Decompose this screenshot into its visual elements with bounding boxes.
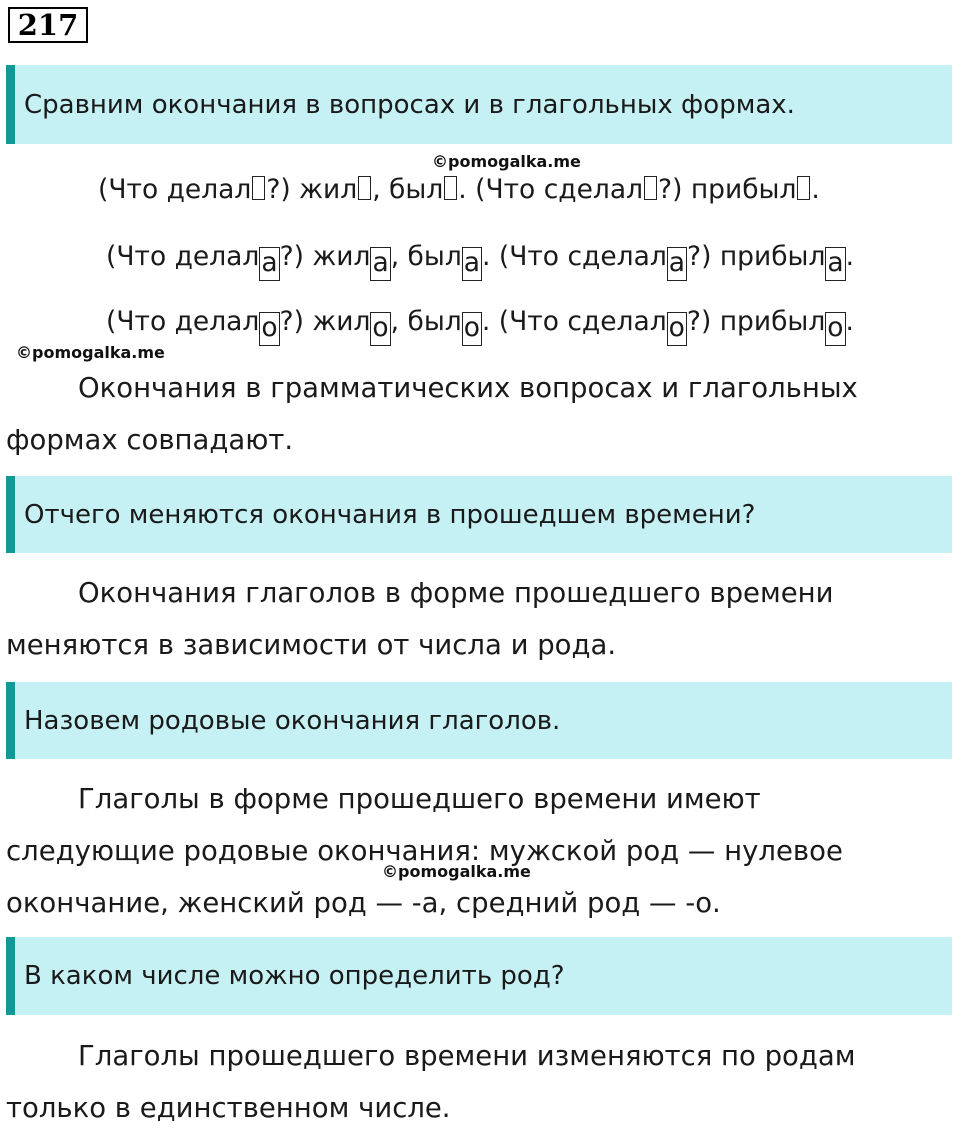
question-text-3: Назовем родовые окончания глаголов. (24, 705, 561, 736)
answer-line: формах совпадают. (6, 424, 294, 456)
ending-box: о (825, 312, 845, 346)
answer-paragraph-2 (6, 567, 936, 671)
row-text: . (Что сделал (458, 174, 644, 205)
question-text-2: Отчего меняются окончания в прошедшем времени? (24, 499, 756, 530)
ending-row-feminine (106, 237, 854, 281)
row-text: ?) прибыл (686, 306, 826, 337)
zero-ending-box (444, 176, 457, 200)
ending-box: а (259, 247, 279, 281)
question-text-1: Сравним окончания в вопросах и в глагольных формах. (24, 89, 795, 120)
ending-box: о (370, 312, 390, 346)
question-bar-4 (6, 937, 952, 1015)
answer-paragraph-4 (6, 1030, 936, 1134)
question-bar-1 (6, 65, 952, 144)
watermark-2: ©pomogalka.me (16, 343, 165, 362)
ending-box: а (462, 247, 482, 281)
answer-line: Окончания глаголов в форме прошедшего времени (78, 577, 834, 609)
answer-line: Глаголы в форме прошедшего времени имеют (78, 783, 761, 815)
ending-row-neuter (106, 302, 854, 346)
answer-paragraph-1 (6, 362, 936, 466)
ending-box: о (667, 312, 687, 346)
zero-ending-box (644, 176, 657, 200)
ending-box: а (825, 247, 845, 281)
ending-row-zero (98, 170, 820, 210)
row-text: . (845, 306, 854, 337)
answer-paragraph-3 (6, 773, 936, 929)
zero-ending-box (358, 176, 371, 200)
ending-box: о (462, 312, 482, 346)
watermark-1: ©pomogalka.me (432, 152, 581, 171)
answer-line: следующие родовые окончания: мужской род — нулевое (6, 835, 843, 867)
row-text: . (811, 174, 820, 205)
row-text: . (Что сделал (481, 306, 667, 337)
row-text: ?) жил (279, 306, 371, 337)
question-bar-2 (6, 476, 952, 553)
row-text: ?) прибыл (687, 241, 826, 272)
answer-line: Окончания в грамматических вопросах и глагольных (78, 372, 858, 404)
ending-box: о (259, 312, 279, 346)
question-bar-3 (6, 682, 952, 759)
ending-box: а (370, 247, 390, 281)
question-text-4: В каком числе можно определить род? (24, 961, 565, 991)
row-text: ?) прибыл (658, 174, 797, 205)
zero-ending-box (252, 176, 265, 200)
answer-line: только в единственном числе. (6, 1092, 451, 1124)
ending-box: а (667, 247, 687, 281)
row-text: ?) жил (266, 174, 358, 205)
row-text: . (Что сделал (482, 241, 667, 272)
row-text: . (845, 241, 855, 272)
row-text: ?) жил (279, 241, 371, 272)
answer-line: окончание, женский род — -а, средний род — -о. (6, 887, 721, 919)
row-text: , был (390, 306, 462, 337)
answer-line: Глаголы прошедшего времени изменяются по родам (78, 1040, 856, 1072)
zero-ending-box (797, 176, 810, 200)
row-text: , был (372, 174, 444, 205)
row-text: (Что делал (106, 241, 260, 272)
task-number: 217 (8, 7, 88, 43)
answer-line: меняются в зависимости от числа и рода. (6, 629, 617, 661)
row-text: (Что делал (98, 174, 252, 205)
row-text: (Что делал (106, 306, 260, 337)
watermark-3: ©pomogalka.me (382, 862, 531, 881)
row-text: , был (390, 241, 462, 272)
